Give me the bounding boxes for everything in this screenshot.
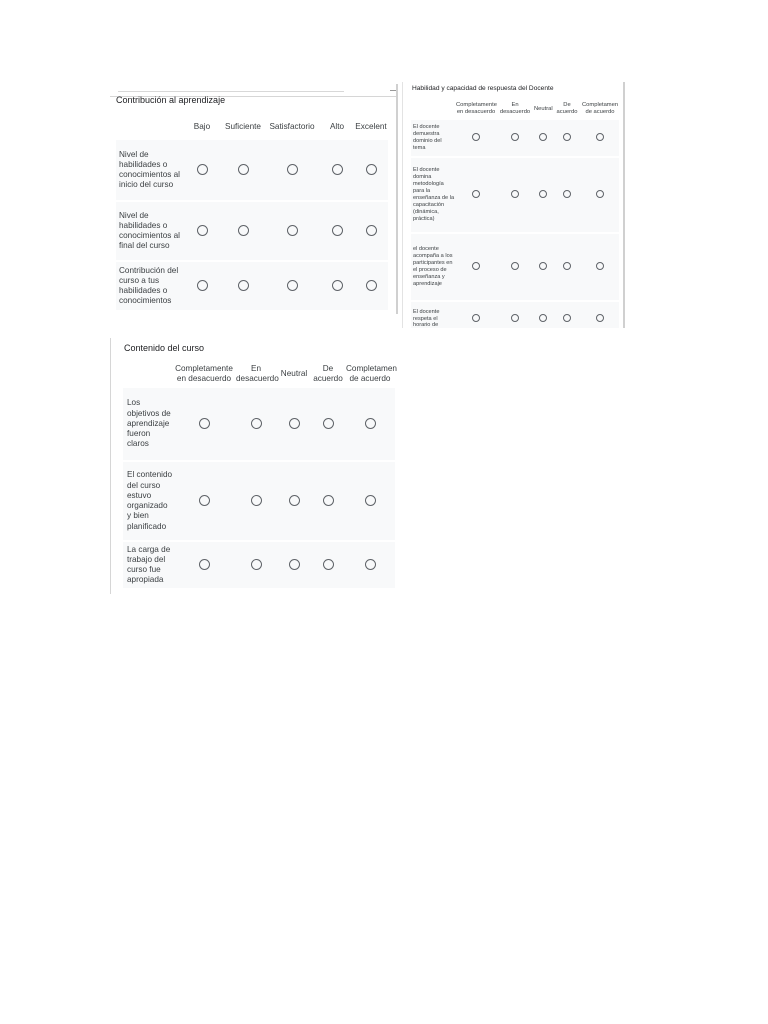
row-label: Nivel de habilidades o conocimientos al final del curso: [116, 200, 182, 260]
row-label: El docente respeta el horario de: [411, 300, 455, 328]
radio-unchecked-icon[interactable]: [332, 164, 343, 175]
row-label: Contribución del curso a tus habilidades o conocimientos: [116, 260, 182, 310]
row-label: El docente demuestra dominio del tema: [411, 120, 455, 156]
grid-table: [411, 98, 619, 328]
radio-unchecked-icon[interactable]: [596, 190, 604, 198]
column-header-corner: [116, 114, 182, 140]
radio-unchecked-icon[interactable]: [472, 314, 480, 322]
grid-row: [116, 260, 388, 310]
column-header: Satisfactorio: [269, 122, 315, 132]
column-header: Alto: [329, 122, 345, 132]
column-header-corner: [411, 98, 455, 120]
radio-unchecked-icon[interactable]: [332, 225, 343, 236]
column-header: De acuerdo: [556, 102, 578, 115]
radio-unchecked-icon[interactable]: [332, 280, 343, 291]
radio-unchecked-icon[interactable]: [563, 262, 571, 270]
column-header: En desacuerdo: [236, 364, 279, 383]
column-header: Neutral: [280, 369, 308, 379]
radio-unchecked-icon[interactable]: [238, 164, 249, 175]
radio-unchecked-icon[interactable]: [365, 418, 376, 429]
panel-title: Contenido del curso: [124, 343, 205, 353]
grid-row: [411, 232, 619, 300]
radio-unchecked-icon[interactable]: [251, 559, 262, 570]
radio-unchecked-icon[interactable]: [238, 225, 249, 236]
radio-unchecked-icon[interactable]: [199, 418, 210, 429]
radio-unchecked-icon[interactable]: [563, 314, 571, 322]
column-header: Completamente en desacuerdo: [456, 102, 497, 115]
radio-unchecked-icon[interactable]: [323, 418, 334, 429]
survey-panel-docente: [402, 82, 625, 328]
radio-unchecked-icon[interactable]: [472, 262, 480, 270]
radio-unchecked-icon[interactable]: [238, 280, 249, 291]
panel-top-divider: [118, 91, 344, 92]
radio-unchecked-icon[interactable]: [596, 314, 604, 322]
radio-unchecked-icon[interactable]: [511, 314, 519, 322]
radio-unchecked-icon[interactable]: [511, 190, 519, 198]
row-label: el docente acompaña a los participantes en el proceso de enseñanza y aprendizaje: [411, 232, 455, 300]
radio-unchecked-icon[interactable]: [365, 559, 376, 570]
panel-title: Contribución al aprendizaje: [116, 95, 226, 105]
radio-unchecked-icon[interactable]: [366, 280, 377, 291]
radio-unchecked-icon[interactable]: [323, 559, 334, 570]
radio-unchecked-icon[interactable]: [197, 164, 208, 175]
radio-unchecked-icon[interactable]: [539, 190, 547, 198]
radio-unchecked-icon[interactable]: [596, 262, 604, 270]
grid-row: [116, 200, 388, 260]
radio-unchecked-icon[interactable]: [563, 190, 571, 198]
radio-unchecked-icon[interactable]: [472, 133, 480, 141]
radio-unchecked-icon[interactable]: [199, 495, 210, 506]
grid-row: [116, 140, 388, 200]
radio-unchecked-icon[interactable]: [197, 225, 208, 236]
radio-unchecked-icon[interactable]: [511, 262, 519, 270]
radio-unchecked-icon[interactable]: [251, 495, 262, 506]
grid-table: [116, 114, 388, 310]
survey-panel-contribucion: [110, 84, 398, 314]
radio-unchecked-icon[interactable]: [539, 314, 547, 322]
collapse-chevron-icon: [390, 86, 396, 91]
grid-table: [123, 360, 395, 588]
grid-row: [123, 540, 395, 588]
grid-row: [411, 120, 619, 156]
column-header: Suficiente: [225, 122, 261, 132]
radio-unchecked-icon[interactable]: [563, 133, 571, 141]
radio-unchecked-icon[interactable]: [287, 225, 298, 236]
radio-unchecked-icon[interactable]: [366, 225, 377, 236]
radio-unchecked-icon[interactable]: [511, 133, 519, 141]
radio-unchecked-icon[interactable]: [289, 559, 300, 570]
column-header-corner: [123, 360, 173, 388]
radio-unchecked-icon[interactable]: [472, 190, 480, 198]
radio-unchecked-icon[interactable]: [289, 418, 300, 429]
radio-unchecked-icon[interactable]: [539, 133, 547, 141]
radio-unchecked-icon[interactable]: [539, 262, 547, 270]
radio-unchecked-icon[interactable]: [287, 164, 298, 175]
radio-unchecked-icon[interactable]: [596, 133, 604, 141]
grid-row: [123, 388, 395, 460]
radio-unchecked-icon[interactable]: [289, 495, 300, 506]
row-label: El contenido del curso estuvo organizado y bien planificado: [123, 460, 173, 540]
column-header: En desacuerdo: [499, 102, 531, 115]
radio-unchecked-icon[interactable]: [323, 495, 334, 506]
grid-row: [411, 300, 619, 328]
row-label: La carga de trabajo del curso fue apropiada: [123, 540, 173, 588]
column-header: Completamen de acuerdo: [582, 102, 619, 115]
column-header: Completamen de acuerdo: [346, 364, 397, 383]
column-header: Excelent: [355, 122, 387, 132]
radio-unchecked-icon[interactable]: [365, 495, 376, 506]
radio-unchecked-icon[interactable]: [251, 418, 262, 429]
column-header: Neutral: [534, 105, 553, 112]
grid-row: [123, 460, 395, 540]
radio-unchecked-icon[interactable]: [199, 559, 210, 570]
column-header: Bajo: [193, 122, 211, 132]
radio-unchecked-icon[interactable]: [197, 280, 208, 291]
column-header: Completamente en desacuerdo: [175, 364, 233, 383]
row-label: El docente domina metodología para la enseñanza de la capacitación (dinámica, práctica): [411, 156, 455, 232]
row-label: Los objetivos de aprendizaje fueron claros: [123, 388, 173, 460]
panel-title: Habilidad y capacidad de respuesta del Docente: [412, 85, 554, 92]
column-header: De acuerdo: [313, 364, 343, 383]
radio-unchecked-icon[interactable]: [366, 164, 377, 175]
grid-row: [411, 156, 619, 232]
radio-unchecked-icon[interactable]: [287, 280, 298, 291]
survey-panel-contenido: [110, 338, 401, 594]
row-label: Nivel de habilidades o conocimientos al inicio del curso: [116, 140, 182, 200]
